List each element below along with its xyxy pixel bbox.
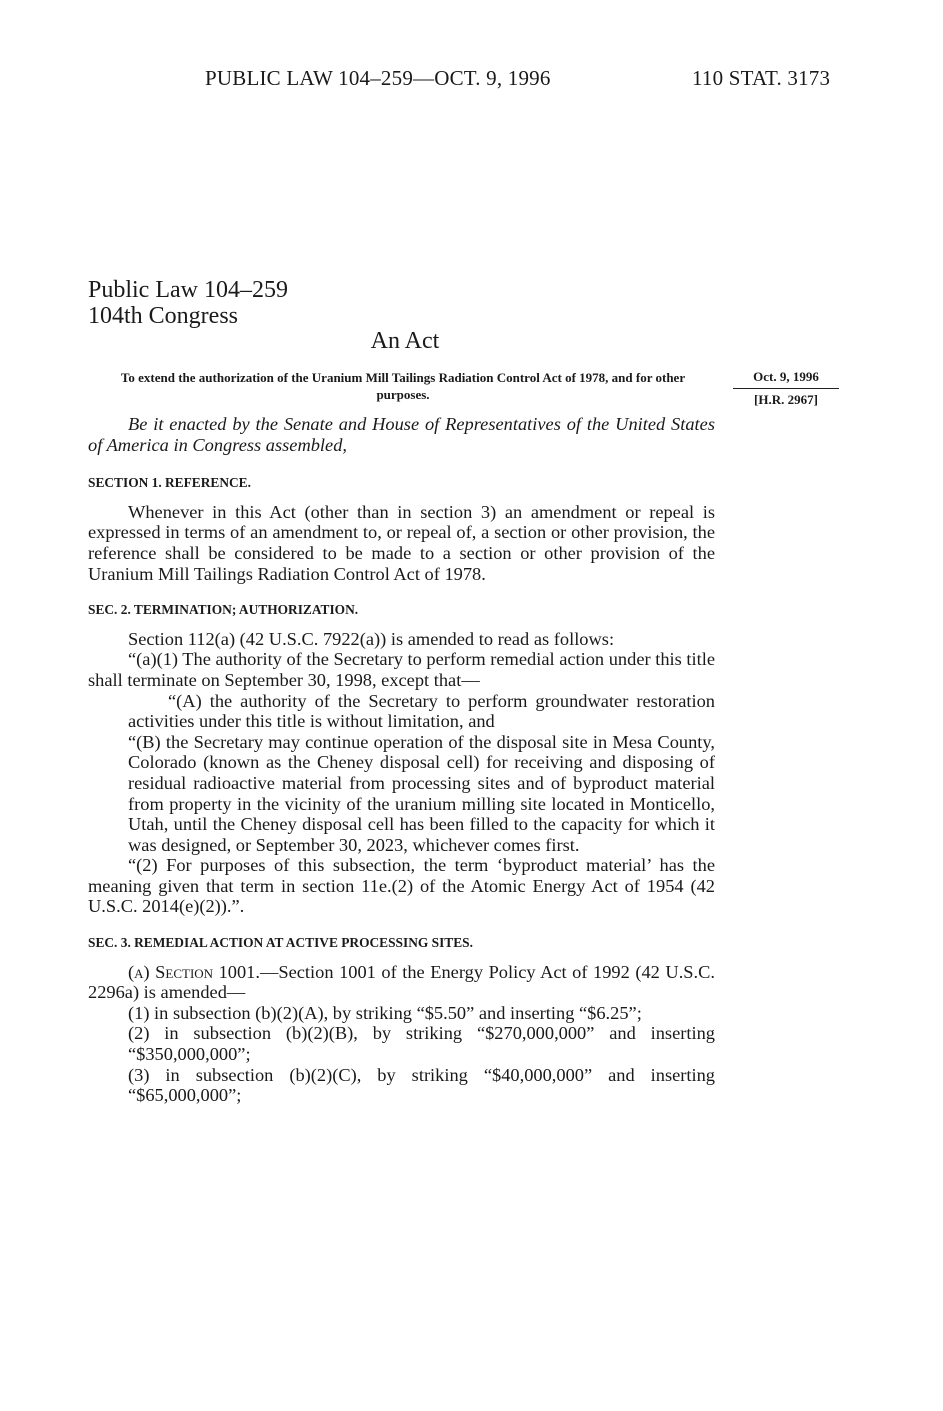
section-3-a-text: —Section 1001 of the Energy Policy Act of 1992 (42 U.S.C. 2296a) is amended— <box>88 961 715 1003</box>
running-header-right: 110 STAT. 3173 <box>692 66 831 90</box>
law-body <box>88 414 715 1106</box>
section-2-intro: Section 112(a) (42 U.S.C. 7922(a)) is amended to read as follows: <box>128 628 615 649</box>
purpose-statement: To extend the authorization of the Uranium Mill Tailings Radiation Control Act of 1978, and for other purposes. <box>120 370 686 402</box>
section-2-a1: “(a)(1) The authority of the Secretary to perform remedial action under this title shall terminate on September 30, 1998, except that— <box>88 649 715 690</box>
enactment-date: Oct. 9, 1996 <box>733 369 839 389</box>
section-1-heading: SECTION 1. REFERENCE. <box>88 475 251 491</box>
section-3-item-2: (2) in subsection (b)(2)(B), by striking “$270,000,000” and inserting “$350,000,000”; <box>128 1023 715 1065</box>
enacting-clause: Be it enacted by the Senate and House of Representatives of the United States of America in Congress assembled, <box>88 414 715 455</box>
section-1-text: Whenever in this Act (other than in section 3) an amendment or repeal is expressed in terms of an amendment to, or repeal of, a section or other provision, the reference shall be considered to be made to a section or other provision of the Uranium Mill Tailings Radiation Control Act of 1978. <box>88 501 715 584</box>
section-2-a2: “(2) For purposes of this subsection, the term ‘byproduct material’ has the meaning given that term in section 11e.(2) of the Atomic Energy Act of 1954 (42 U.S.C. 2014(e)(2)).”. <box>88 855 715 917</box>
section-3-a <box>88 962 715 1003</box>
public-law-number: Public Law 104–259 <box>88 277 288 303</box>
congress-number: 104th Congress <box>88 303 238 329</box>
law-title-block <box>88 277 288 329</box>
section-2-A-text: “(A) the authority of the Secretary to perform groundwater restoration activities under this title is without limitation, and <box>128 690 715 732</box>
margin-note <box>733 369 839 408</box>
section-2-heading: SEC. 2. TERMINATION; AUTHORIZATION. <box>88 602 359 618</box>
section-2-B-text: “(B) the Secretary may continue operation of the disposal site in Mesa County, Colorado (known as the Cheney disposal cell) for receiving and disposing of residual radioactive material from processing sites and of byproduct material from property in the vicinity of the uranium milling site located in Monticello, Utah, until the Cheney disposal cell has been filled to the capacity for which it was designed, or September 30, 2023, whichever comes first. <box>128 731 715 855</box>
running-header-left: PUBLIC LAW 104–259—OCT. 9, 1996 <box>205 66 551 90</box>
section-3-item-3: (3) in subsection (b)(2)(C), by striking “$40,000,000” and inserting “$65,000,000”; <box>128 1064 715 1106</box>
act-title: An Act <box>370 328 440 354</box>
section-3-item-1: (1) in subsection (b)(2)(A), by striking “$5.50” and inserting “$6.25”; <box>128 1002 642 1023</box>
section-3-heading: SEC. 3. REMEDIAL ACTION AT ACTIVE PROCESSING SITES. <box>88 935 473 951</box>
section-2-A <box>88 691 715 732</box>
section-3-a-label: (a) Section 1001. <box>128 961 260 982</box>
bill-number: [H.R. 2967] <box>754 392 818 407</box>
section-2-B <box>88 732 715 856</box>
